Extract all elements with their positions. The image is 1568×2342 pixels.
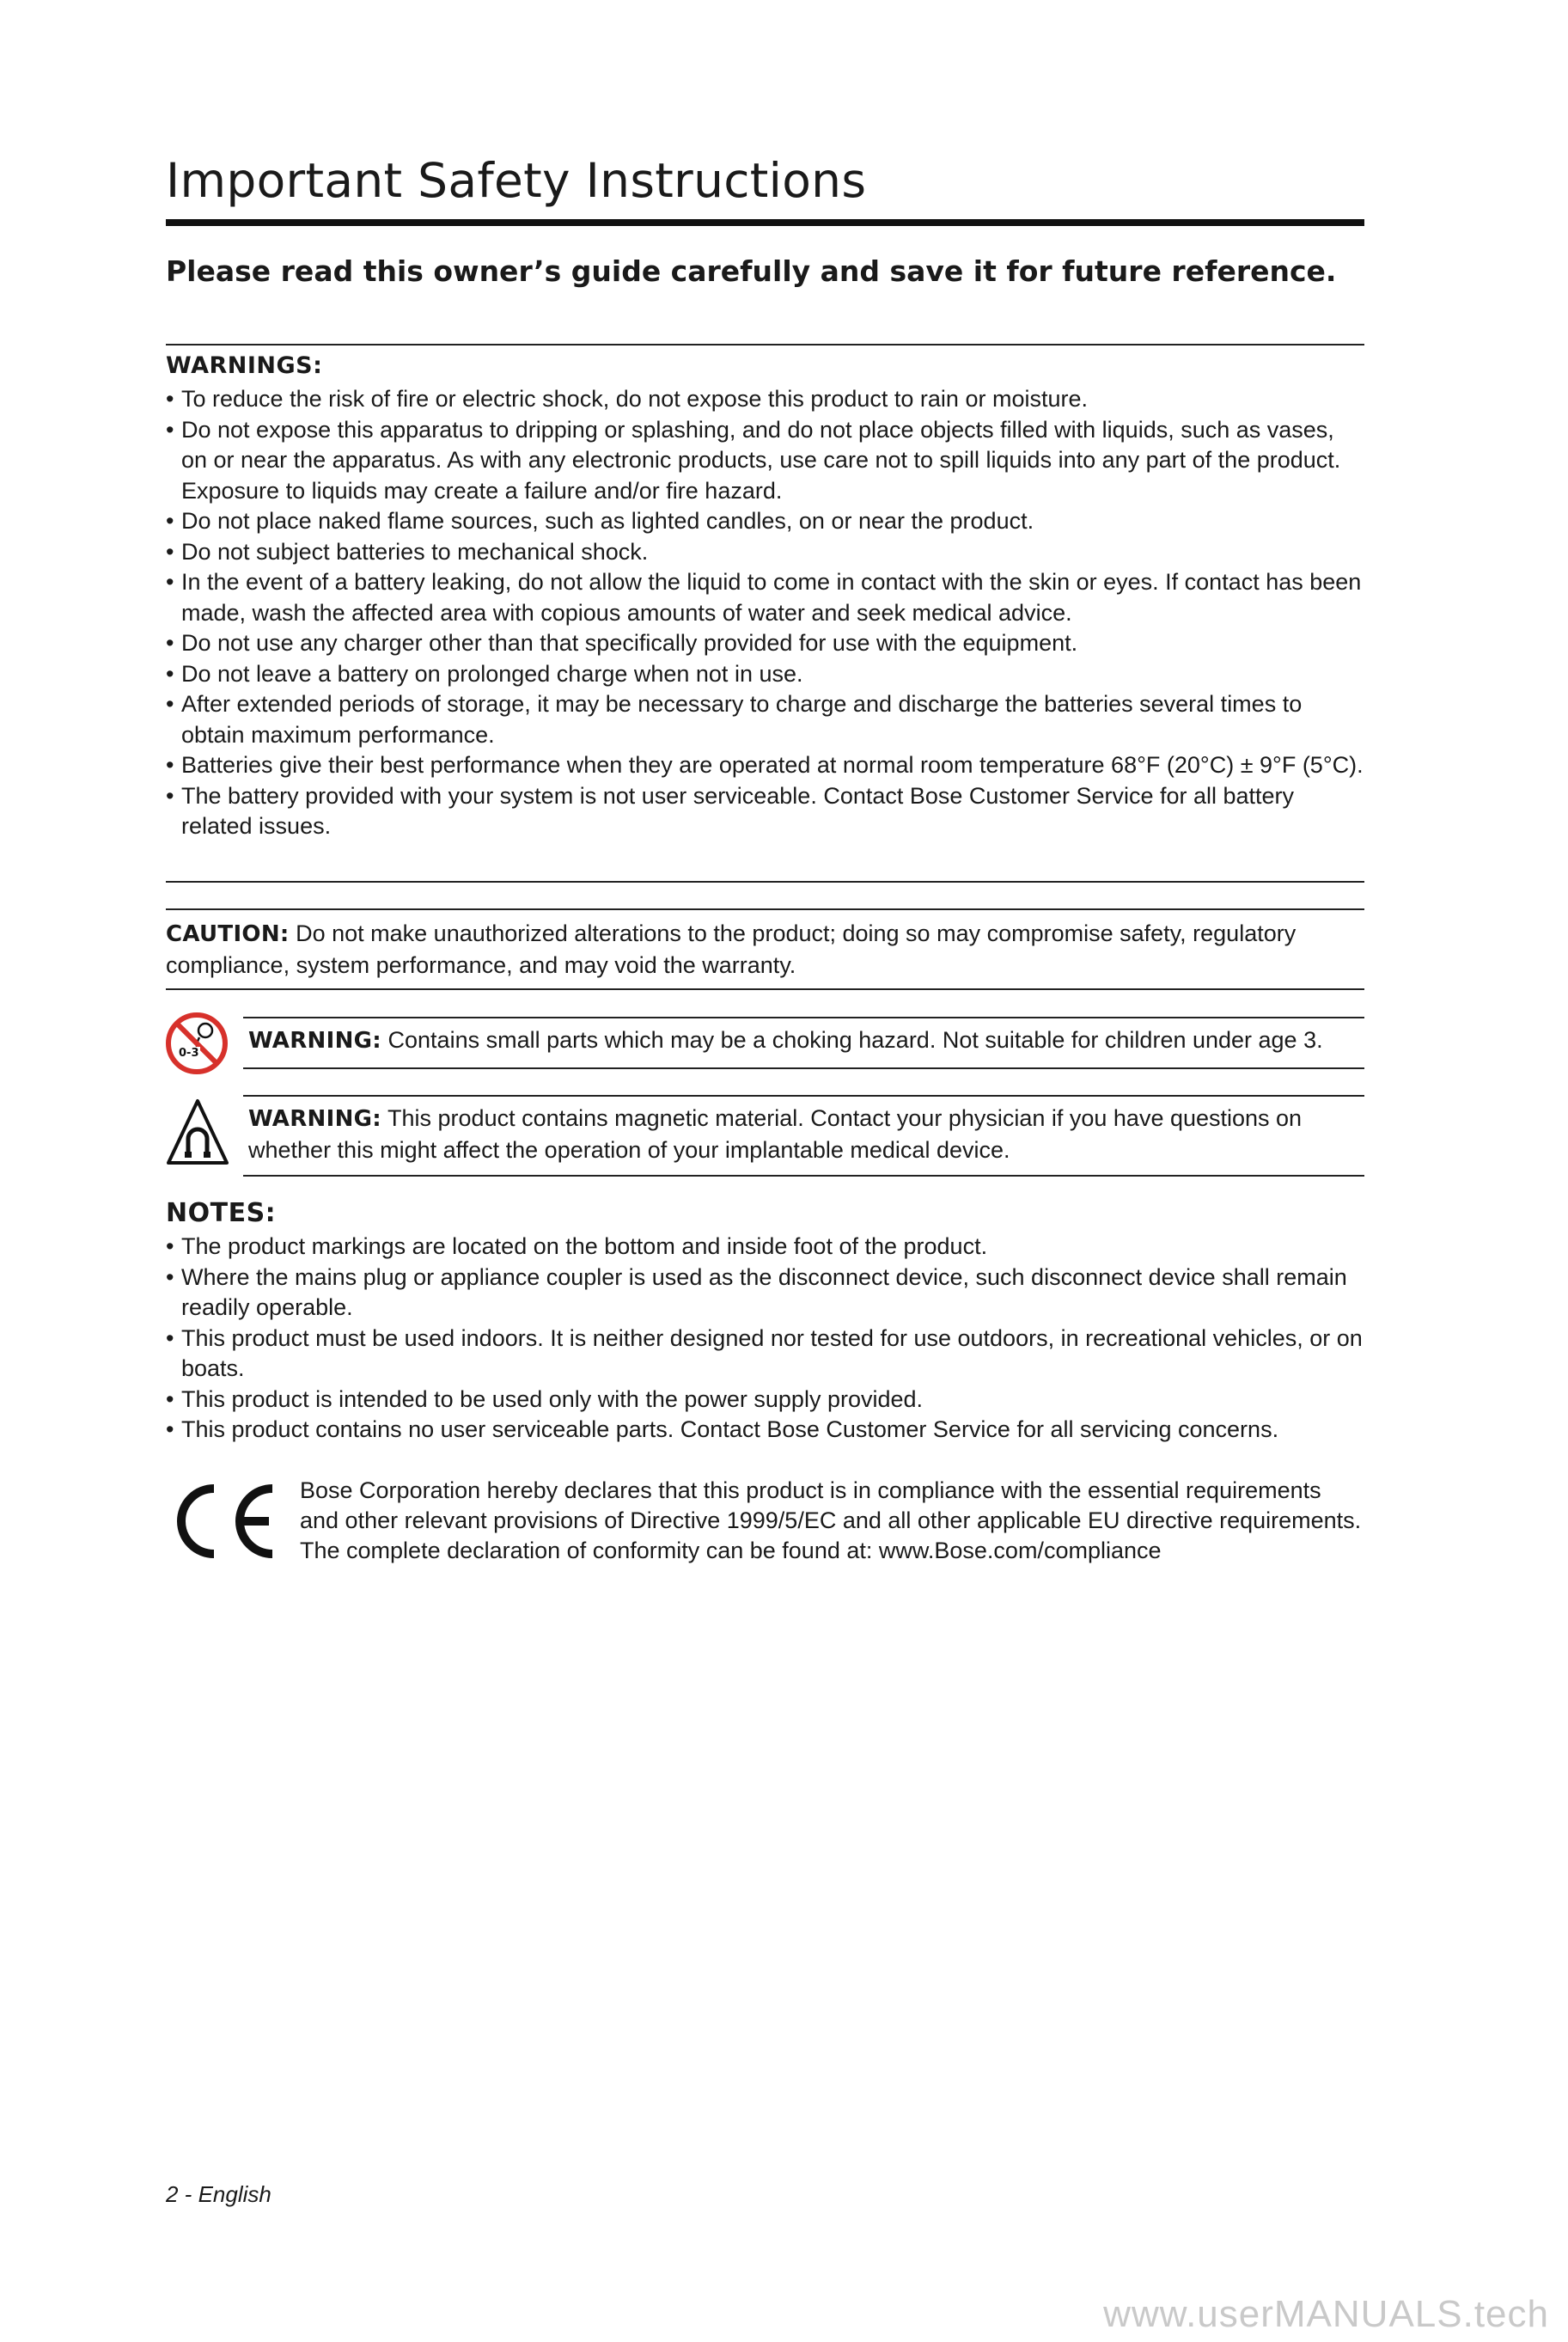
- warning-label: WARNING:: [248, 1028, 381, 1054]
- list-item: • Batteries give their best performance when they are operated at normal room temperature 68°F (20°C) ± 9°F (5°C).: [166, 752, 1364, 778]
- warning-text: This product contains magnetic material. Contact your physician if you have questions on whether this might affect the operation of your implantable medical device.: [248, 1105, 1303, 1163]
- divider: [243, 1095, 1364, 1097]
- watermark: www.userMANUALS.tech: [1103, 2293, 1549, 2335]
- divider: [243, 1175, 1364, 1177]
- list-item: • The product markings are located on the bottom and inside foot of the product.: [166, 1233, 988, 1259]
- page-title: Important Safety Instructions: [166, 153, 867, 208]
- notes-heading: NOTES:: [166, 1198, 277, 1228]
- list-item: • In the event of a battery leaking, do not allow the liquid to come in contact with the skin or eyes. If contact has been made, wash the affected area with copious amounts of water and seek medical advice.: [166, 569, 1362, 626]
- page-subtitle: Please read this owner’s guide carefully and save it for future reference.: [166, 254, 1337, 288]
- list-item: • The battery provided with your system is not user serviceable. Contact Bose Customer Service for all battery related issues.: [166, 782, 1295, 839]
- warnings-list: [166, 384, 1364, 842]
- divider: [166, 881, 1364, 883]
- warning-label: WARNING:: [248, 1106, 381, 1132]
- title-underline: [166, 219, 1364, 226]
- divider: [166, 908, 1364, 910]
- list-item: • Do not place naked flame sources, such as lighted candles, on or near the product.: [166, 508, 1034, 534]
- list-item: • This product is intended to be used only with the power supply provided.: [166, 1385, 924, 1412]
- list-item: • This product must be used indoors. It is neither designed nor tested for use outdoors, in recreational vehicles, or on boats.: [166, 1324, 1363, 1381]
- divider: [243, 1017, 1364, 1018]
- list-item: • Do not leave a battery on prolonged charge when not in use.: [166, 660, 803, 687]
- ce-mark-icon: [166, 1480, 278, 1562]
- page-footer: 2 - English: [166, 2181, 272, 2207]
- warnings-heading: WARNINGS:: [166, 352, 323, 379]
- caution-block: [166, 918, 1364, 981]
- ce-declaration-text: Bose Corporation hereby declares that this product is in compliance with the essential requirements and other relevant provisions of Directive 1999/5/EC and all other applicable EU directive requirements. The complete declaration of conformity can be found at: www.Bose.com/compliance: [300, 1477, 1362, 1563]
- caution-text: Do not make unauthorized alterations to the product; doing so may compromise safety, regulatory compliance, system performance, and may void the warranty.: [166, 920, 1296, 978]
- no-small-children-icon: [165, 1012, 229, 1075]
- list-item: • Do not use any charger other than that specifically provided for use with the equipment.: [166, 630, 1078, 656]
- divider: [166, 988, 1364, 990]
- list-item: • Do not subject batteries to mechanical shock.: [166, 538, 649, 565]
- magnet-warning-icon: [167, 1098, 229, 1166]
- divider: [166, 344, 1364, 345]
- notes-list: [166, 1232, 1364, 1446]
- magnet-warning: [248, 1103, 1364, 1165]
- list-item: • After extended periods of storage, it may be necessary to charge and discharge the batteries several times to obtain maximum performance.: [166, 691, 1303, 748]
- choking-warning: [248, 1024, 1365, 1056]
- age-label: 0-3: [179, 1047, 199, 1060]
- warning-text: Contains small parts which may be a choking hazard. Not suitable for children under age 3.: [387, 1027, 1323, 1053]
- list-item: • This product contains no user serviceable parts. Contact Bose Customer Service for all servicing concerns.: [166, 1416, 1279, 1442]
- caution-label: CAUTION:: [166, 921, 290, 947]
- divider: [243, 1067, 1364, 1069]
- list-item: • To reduce the risk of fire or electric shock, do not expose this product to rain or moisture.: [166, 386, 1088, 412]
- list-item: • Do not expose this apparatus to dripping or splashing, and do not place objects filled with liquids, such as vases, on or near the apparatus. As with any electronic products, use care not to spill liquids into any part of the product. Exposure to liquids may create a failure and/or fire hazard.: [166, 416, 1341, 504]
- list-item: • Where the mains plug or appliance coupler is used as the disconnect device, such disconnect device shall remain readily operable.: [166, 1263, 1347, 1320]
